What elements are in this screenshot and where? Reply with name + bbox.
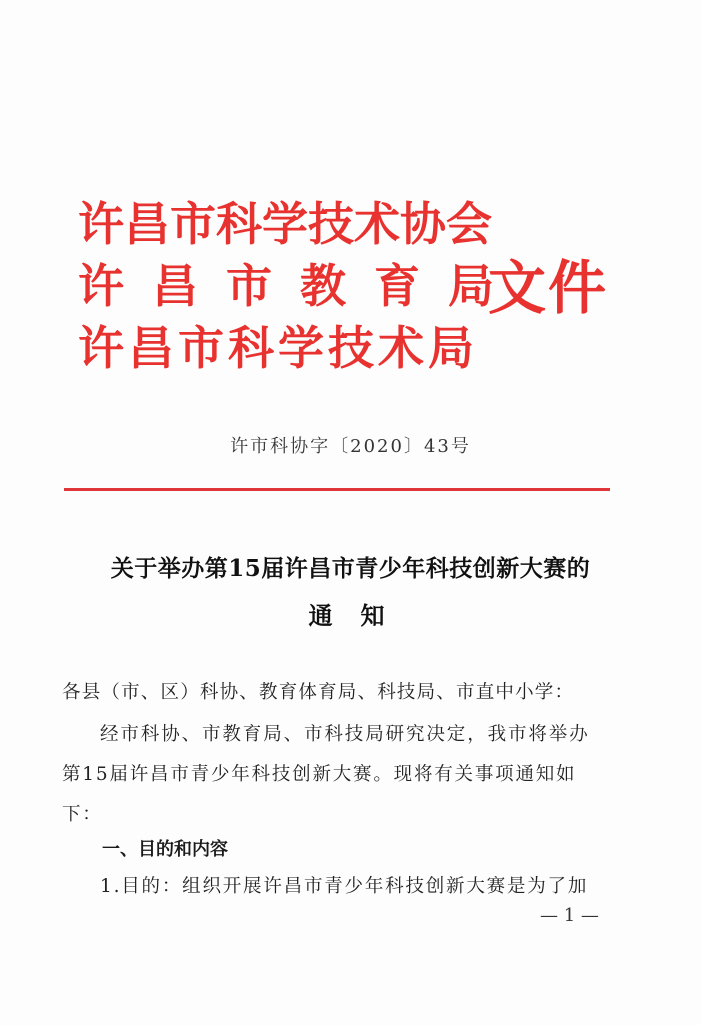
page-number: — 1 — [540,905,599,926]
issuer-name-science-bureau: 许昌市科学技术局 [78,321,478,375]
issuer-name-science-association: 许昌市科学技术协会 [78,197,492,251]
issuer-name-education-bureau: 许昌市教育局 [78,259,522,313]
section-heading: 一、目的和内容 [102,839,228,860]
paragraph-line: 第15届许昌市青少年科技创新大赛。现将有关事项通知如 [62,764,577,785]
document-type-label: 文件 [488,254,609,322]
addressee-line: 各县（市、区）科协、教育体育局、科技局、市直中小学： [62,682,575,703]
red-divider-line [64,488,610,491]
notice-title-suffix: 通知 [308,601,413,630]
list-item-line: 1.目的：组织开展许昌市青少年科技创新大赛是为了加 [100,876,589,897]
paragraph-line: 经市科协、市教育局、市科技局研究决定，我市将举办 [100,724,590,745]
paragraph-line: 下： [62,804,103,825]
document-number: 许市科协字〔2020〕43号 [230,436,471,457]
issuer-header [78,196,618,376]
notice-title: 关于举办第15届许昌市青少年科技创新大赛的 [110,555,591,582]
